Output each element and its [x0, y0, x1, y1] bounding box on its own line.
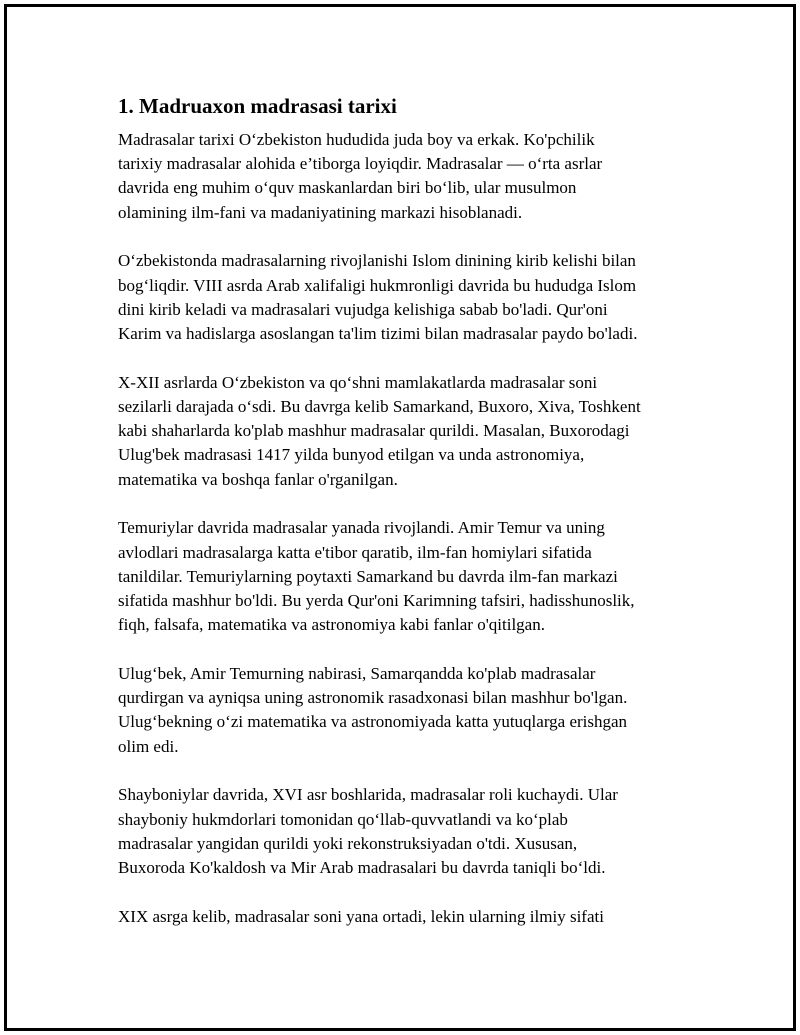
paragraph-line: fiqh, falsafa, matematika va astronomiya kabi fanlar o'qitilgan.	[118, 615, 545, 635]
paragraph-line: Ulug‘bekning o‘zi matematika va astronomiyada katta yutuqlarga erishgan	[118, 712, 628, 732]
paragraph	[118, 128, 688, 225]
paragraph-line: tarixiy madrasalar alohida e’tiborga loyiqdir. Madrasalar — o‘rta asrlar	[118, 154, 603, 174]
paragraph	[118, 662, 688, 759]
paragraph-line: bog‘liqdir. VIII asrda Arab xalifaligi hukmronligi davrida bu hududga Islom	[118, 275, 637, 295]
paragraph-line: Temuriylar davrida madrasalar yanada rivojlandi. Amir Temur va uning	[118, 518, 605, 538]
paragraph-list	[118, 128, 688, 929]
paragraph-line: sezilarli darajada o‘sdi. Bu davrga kelib Samarkand, Buxoro, Xiva, Toshkent	[118, 397, 641, 417]
paragraph-line: Ulug'bek madrasasi 1417 yilda bunyod etilgan va unda astronomiya,	[118, 445, 585, 465]
paragraph-line: shayboniy hukmdorlari tomonidan qo‘llab-quvvatlandi va ko‘plab	[118, 809, 568, 829]
paragraph-line: sifatida mashhur bo'ldi. Bu yerda Qur'oni Karimning tafsiri, hadisshunoslik,	[118, 591, 635, 611]
paragraph-line: madrasalar yangidan qurildi yoki rekonstruksiyadan o'tdi. Xususan,	[118, 833, 578, 853]
paragraph-line: olim edi.	[118, 736, 179, 756]
paragraph-line: Ulug‘bek, Amir Temurning nabirasi, Samarqandda ko'plab madrasalar	[118, 664, 596, 684]
paragraph-line: qurdirgan va ayniqsa uning astronomik rasadxonasi bilan mashhur bo'lgan.	[118, 688, 628, 708]
paragraph-line: X-XII asrlarda O‘zbekiston va qo‘shni mamlakatlarda madrasalar soni	[118, 372, 598, 392]
paragraph-line: matematika va boshqa fanlar o'rganilgan.	[118, 469, 398, 489]
paragraph-line: Madrasalar tarixi O‘zbekiston hududida juda boy va erkak. Ko'pchilik	[118, 130, 595, 149]
paragraph-line: avlodlari madrasalarga katta e'tibor qaratib, ilm-fan homiylari sifatida	[118, 542, 592, 562]
paragraph	[118, 249, 688, 346]
paragraph-line: kabi shaharlarda ko'plab mashhur madrasalar qurildi. Masalan, Buxorodagi	[118, 421, 630, 441]
paragraph	[118, 783, 688, 880]
paragraph	[118, 516, 688, 637]
paragraph-line: O‘zbekistonda madrasalarning rivojlanishi Islom dinining kirib kelishi bilan	[118, 251, 636, 271]
paragraph-line: olamining ilm-fani va madaniyatining markazi hisoblanadi.	[118, 202, 523, 222]
paragraph	[118, 371, 688, 492]
paragraph-line: davrida eng muhim o‘quv maskanlardan biri bo‘lib, ular musulmon	[118, 178, 577, 198]
document-title: 1. Madruaxon madrasasi tarixi	[118, 94, 397, 118]
paragraph-line: tanildilar. Temuriylarning poytaxti Samarkand bu davrda ilm-fan markazi	[118, 566, 618, 586]
paragraph	[118, 905, 688, 929]
paragraph-line: dini kirib keladi va madrasalari vujudga kelishiga sabab bo'ladi. Qur'oni	[118, 299, 608, 319]
paragraph-line: XIX asrga kelib, madrasalar soni yana ortadi, lekin ularning ilmiy sifati	[118, 906, 604, 926]
paragraph-line: Shayboniylar davrida, XVI asr boshlarida, madrasalar roli kuchaydi. Ular	[118, 785, 618, 805]
paragraph-line: Karim va hadislarga asoslangan ta'lim tizimi bilan madrasalar paydo bo'ladi.	[118, 324, 638, 344]
paragraph-line: Buxoroda Ko'kaldosh va Mir Arab madrasalari bu davrda taniqli bo‘ldi.	[118, 858, 606, 878]
document-body	[118, 92, 688, 954]
